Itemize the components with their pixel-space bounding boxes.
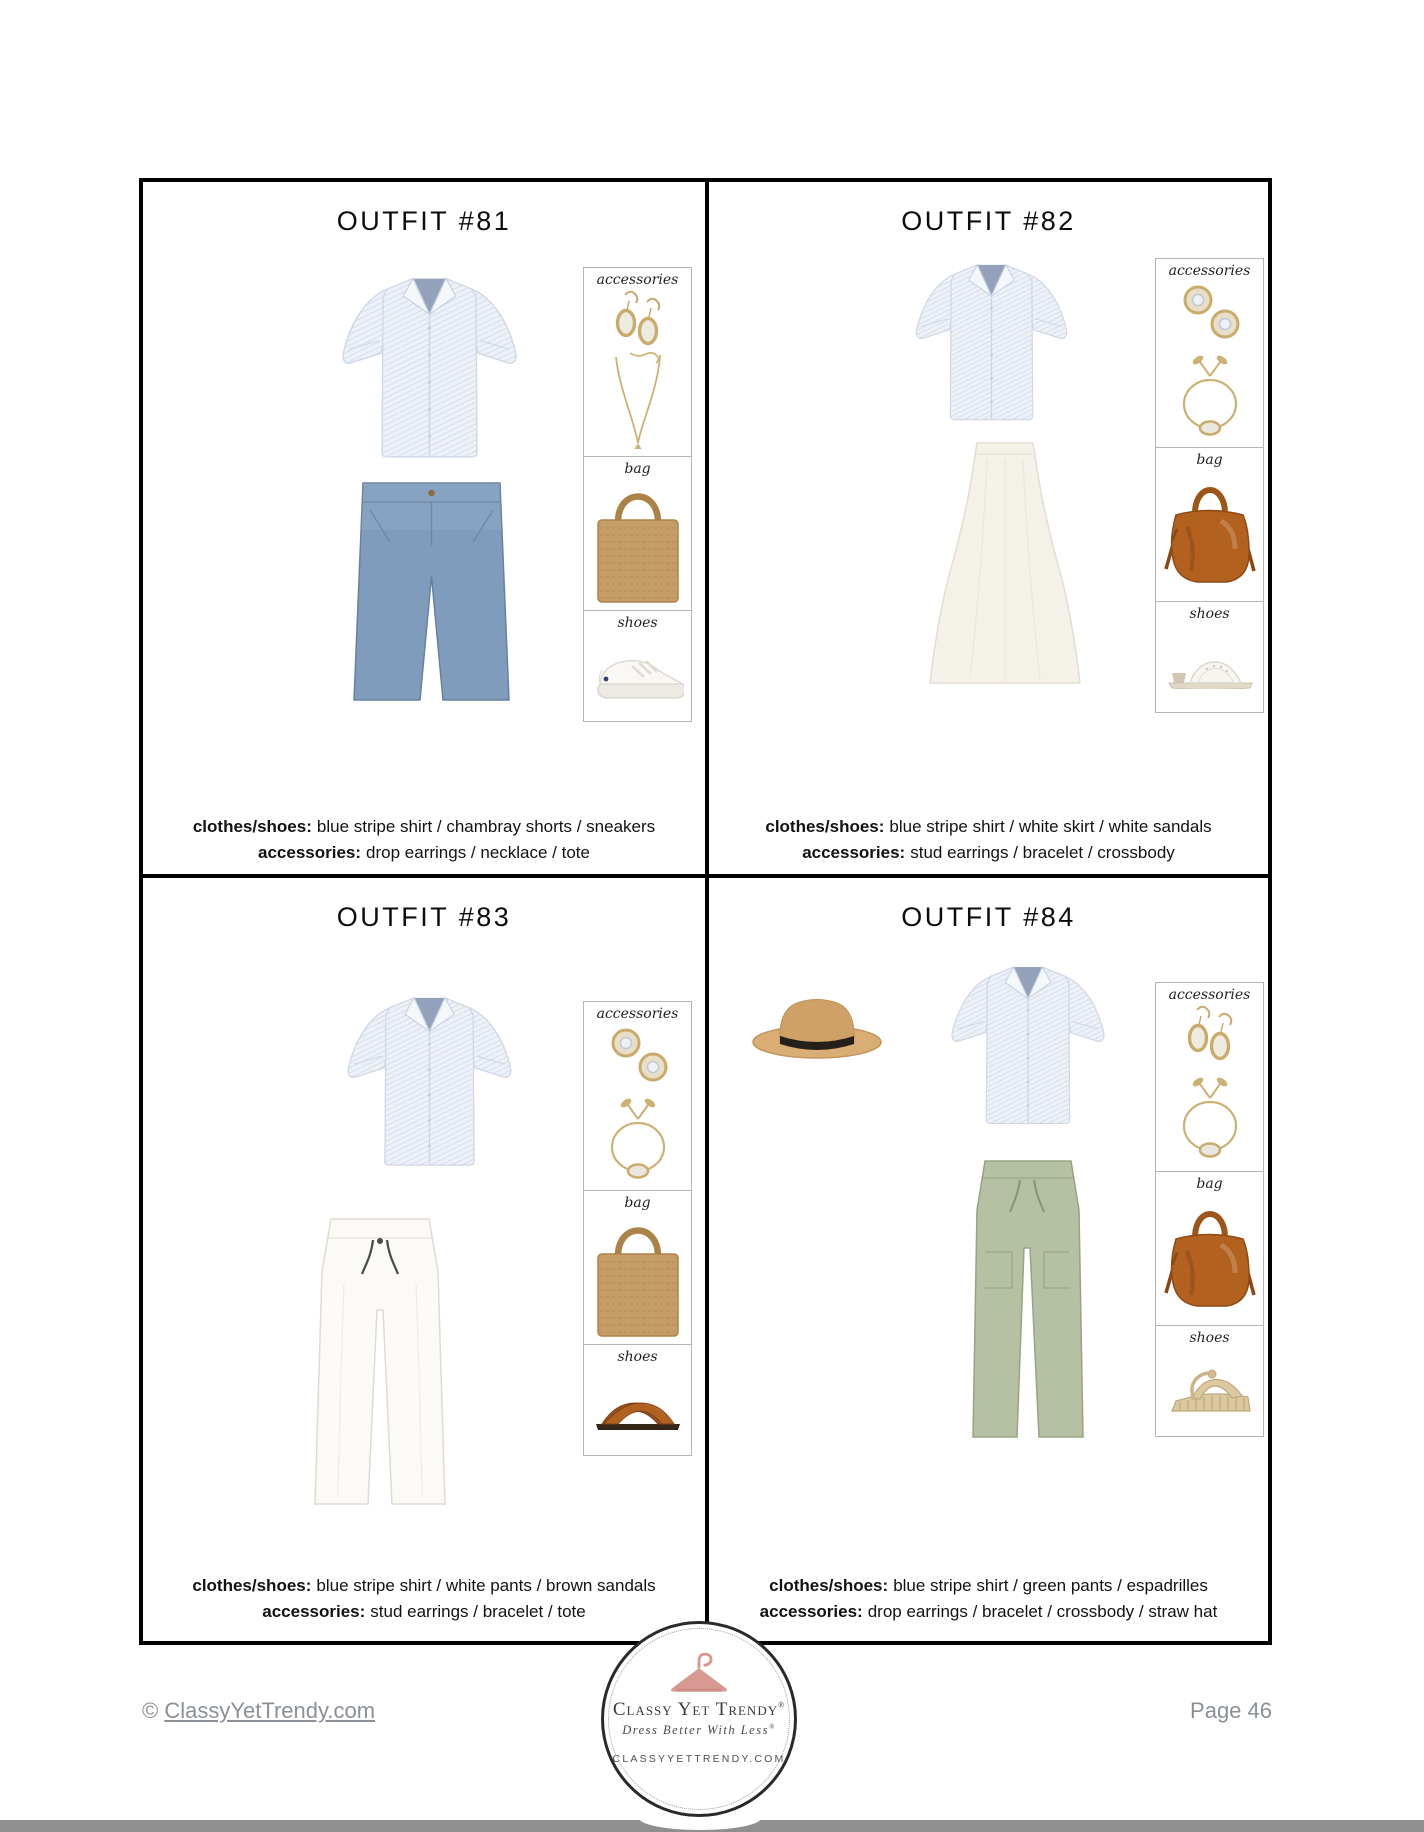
logo-brand-text: Classy Yet Trendy (612, 1699, 779, 1720)
bag-box-label: bag (624, 461, 651, 477)
logo-tagline-text: Dress Better With Less (622, 1723, 769, 1738)
accessories-label: accessories: (759, 1602, 863, 1621)
outfit-title: OUTFIT #83 (336, 902, 512, 932)
necklace-icon (596, 347, 680, 451)
brown-sandals-icon (592, 1388, 684, 1432)
copyright-text (142, 1698, 375, 1724)
shoes-box (1155, 601, 1264, 713)
caption-clothes-line (709, 1573, 1268, 1599)
accessory-panel (1155, 982, 1264, 1437)
shoes-box-label: shoes (617, 1349, 658, 1365)
page-number: Page 46 (1190, 1698, 1272, 1723)
shoes-box (1155, 1325, 1264, 1437)
copyright-symbol: © (142, 1698, 159, 1723)
clothes-text: blue stripe shirt / white skirt / white sandals (889, 817, 1212, 836)
white-sneakers-icon (592, 646, 684, 702)
shoes-box (583, 1344, 692, 1456)
caption-accessories-line (709, 840, 1268, 866)
accessory-panel (583, 267, 692, 722)
accessories-box (583, 1001, 692, 1191)
logo-tagline (622, 1723, 776, 1738)
outfit-title: OUTFIT #82 (901, 206, 1076, 236)
white-pants-image (292, 1214, 468, 1509)
bag-box (1155, 1171, 1264, 1326)
accessories-box-label: accessories (1168, 263, 1251, 279)
outfit-title: OUTFIT #84 (901, 902, 1076, 932)
straw-tote-icon (592, 1212, 684, 1340)
stud-earrings-icon (1170, 280, 1250, 342)
caption-clothes-line (143, 1573, 705, 1599)
chambray-shorts-image (350, 478, 513, 708)
outfit-caption (709, 1573, 1268, 1625)
bag-box-label: bag (1196, 1176, 1223, 1192)
bag-box-label: bag (624, 1195, 651, 1211)
accessories-box-label: accessories (596, 272, 679, 288)
accessories-label: accessories: (262, 1602, 366, 1621)
accessories-label: accessories: (802, 843, 906, 862)
accessories-label: accessories: (258, 843, 362, 862)
bracelet-icon (1170, 1072, 1250, 1164)
espadrille-wedges-icon (1166, 1359, 1254, 1417)
bag-box (1155, 447, 1264, 602)
bracelet-icon (1170, 350, 1250, 442)
caption-clothes-line (709, 814, 1268, 840)
accessories-text: drop earrings / bracelet / crossbody / straw hat (867, 1602, 1218, 1621)
accessories-box (583, 267, 692, 457)
accessories-box (1155, 258, 1264, 448)
logo-brand-registered-mark: ® (778, 1700, 786, 1710)
white-skirt-image (922, 439, 1088, 687)
outfit-title: OUTFIT #81 (336, 206, 512, 236)
clothes-label: clothes/shoes: (769, 1576, 889, 1595)
straw-tote-icon (592, 478, 684, 606)
bag-box-label: bag (1196, 452, 1223, 468)
site-link[interactable]: ClassyYetTrendy.com (164, 1698, 376, 1723)
shoes-box (583, 610, 692, 722)
bag-box (583, 456, 692, 611)
shoes-box-label: shoes (1189, 1330, 1230, 1346)
caption-accessories-line (709, 1599, 1268, 1625)
clothes-text: blue stripe shirt / green pants / espadrilles (893, 1576, 1208, 1595)
clothes-text: blue stripe shirt / chambray shorts / sneakers (316, 817, 656, 836)
outfit-82-cell (709, 182, 1268, 874)
accessories-text: stud earrings / bracelet / crossbody (910, 843, 1175, 862)
caption-accessories-line (143, 1599, 705, 1625)
clothes-text: blue stripe shirt / white pants / brown sandals (316, 1576, 656, 1595)
cognac-crossbody-icon (1163, 1193, 1257, 1317)
outfit-caption (143, 814, 705, 866)
blue-stripe-shirt-image (891, 254, 1092, 439)
accessories-box (1155, 982, 1264, 1172)
green-pants-image (960, 1156, 1096, 1442)
clothes-label: clothes/shoes: (192, 1576, 312, 1595)
cognac-crossbody-icon (1163, 469, 1257, 593)
outfit-grid (139, 178, 1272, 1645)
shoes-box-label: shoes (617, 615, 658, 631)
logo-tagline-registered-mark: ® (768, 1723, 776, 1731)
drop-earrings-icon (1175, 1004, 1245, 1062)
accessory-panel (583, 1001, 692, 1456)
white-sandals-icon (1164, 643, 1256, 689)
clothes-label: clothes/shoes: (192, 817, 312, 836)
straw-hat-image (750, 994, 884, 1060)
outfit-caption (709, 814, 1268, 866)
blue-stripe-shirt-image (323, 265, 536, 480)
bracelet-icon (598, 1093, 678, 1185)
bag-box (583, 1190, 692, 1345)
hanger-icon (668, 1646, 730, 1696)
shoes-box-label: shoes (1189, 606, 1230, 622)
outfit-83-cell (143, 878, 705, 1641)
outfit-81-cell (143, 182, 705, 874)
blue-stripe-shirt-image (931, 956, 1125, 1143)
clothes-label: clothes/shoes: (765, 817, 885, 836)
drop-earrings-icon (603, 289, 673, 347)
logo-website: CLASSYYETTRENDY.COM (612, 1753, 786, 1766)
outfit-84-cell (709, 878, 1268, 1641)
logo-brand-name (613, 1699, 785, 1721)
accessories-text: stud earrings / bracelet / tote (370, 1602, 586, 1621)
accessories-box-label: accessories (596, 1006, 679, 1022)
brand-logo (601, 1621, 797, 1817)
stud-earrings-icon (598, 1023, 678, 1085)
caption-accessories-line (143, 840, 705, 866)
caption-clothes-line (143, 814, 705, 840)
outfit-caption (143, 1573, 705, 1625)
accessories-box-label: accessories (1168, 987, 1251, 1003)
accessories-text: drop earrings / necklace / tote (366, 843, 590, 862)
accessory-panel (1155, 258, 1264, 713)
blue-stripe-shirt-image (323, 986, 536, 1186)
